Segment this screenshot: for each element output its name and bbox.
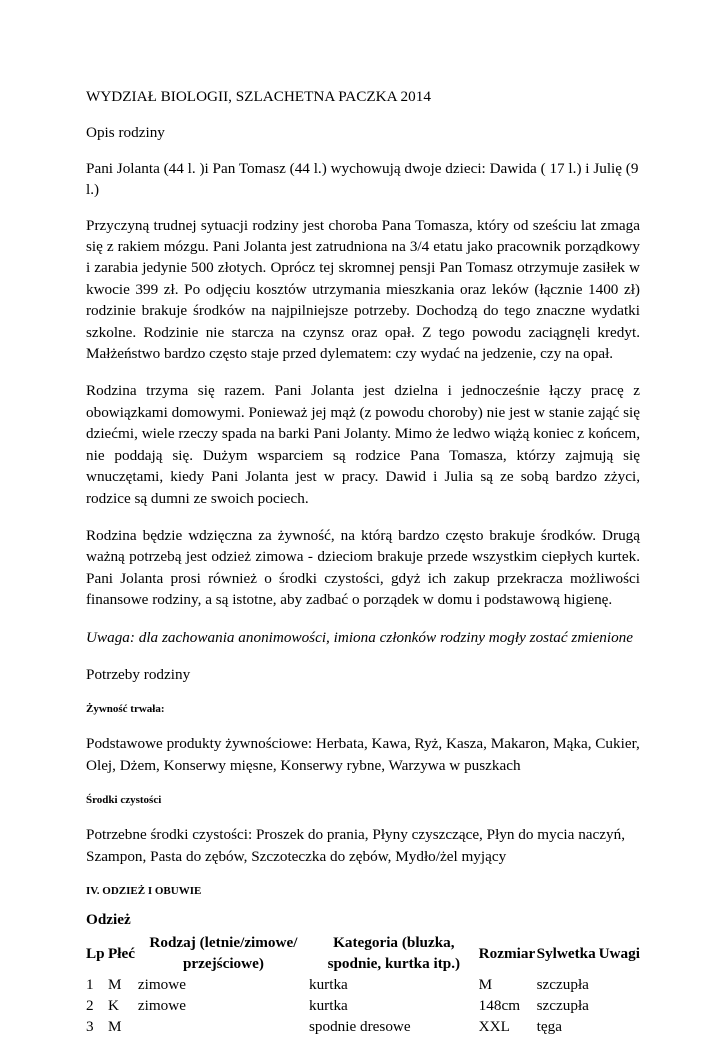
paragraph-situation: Przyczyną trudnej sytuacji rodziny jest choroba Pana Tomasza, który od sześciu lat zmaga się z rakiem mózgu. Pani Jolanta jest zatrudniona na 3/4 etatu jako pracownik porządkowy i zarabia jedynie 500 złotych. Oprócz tej skromnej pensji Pan Tomasz otrzymuje zasiłek w kwocie 399 zł. Po odjęciu kosztów utrzymania mieszkania oraz leków (łącznie 1400 zł) rodzinie brakuje środków na najpilniejsze potrzeby. Dochodzą do tego znaczne wydatki szkolne. Rodzinie nie starcza na czynsz oraz opał. Z tego powodu zaciągnęli kredyt. Małżeństwo bardzo często staje przed dylematem: czy wydać na jedzenie, czy na opał. <box>86 216 640 363</box>
cell-rodzaj: zimowe <box>137 997 186 1015</box>
paragraph-family: Rodzina trzyma się razem. Pani Jolanta jest dzielna i jednocześnie łączy pracę z obowiązkami domowymi. Ponieważ jej mąż (z powodu choroby) nie jest w stanie zająć się dziećmi, wiele rzeczy spada na barki Pani Jolanty. Mimo że ledwo wiążą koniec z końcem, nie poddają się. Dużym wsparciem są rodzice Pana Tomasza, którzy zajmują się wnuczętami, kiedy Pani Jolanta jest w pracy. Dawid i Julia są ze sobą bardzo zżyci, rodzice są dumni ze swoich pociech. <box>86 382 640 507</box>
cell-kategoria: kurtka <box>308 997 348 1015</box>
table-header-row <box>86 932 640 974</box>
paragraph-needs: Rodzina będzie wdzięczna za żywność, na którą bardzo często brakuje środków. Drugą ważną potrzebą jest odzież zimowa - dzieciom brakuje przede wszystkim ciepłych kurtek. Pani Jolanta prosi również o środki czystości, gdyż ich zakup przekracza możliwości finansowe rodziny, a są istotne, aby zadbać o porządek w domu i podstawową higienę. <box>86 526 640 609</box>
cell-rozmiar: XXL <box>478 1018 510 1036</box>
cell-kategoria: spodnie dresowe <box>308 1018 411 1036</box>
col-header-rodzaj: Rodzaj (letnie/zimowe/ przejściowe) <box>149 934 298 973</box>
cell-plec: K <box>107 997 119 1015</box>
cell-lp: 2 <box>86 997 94 1015</box>
heading-odziez-obuwie: IV. ODZIEŻ I OBUWIE <box>86 884 202 897</box>
cell-sylwetka: szczupła <box>536 997 589 1015</box>
section-heading-opis: Opis rodziny <box>86 124 165 142</box>
zywnosc-list: Podstawowe produkty żywnościowe: Herbata, Kawa, Ryż, Kasza, Makaron, Mąka, Cukier, Olej, Dżem, Konserwy mięsne, Konserwy rybne, Warzywa w puszkach <box>86 735 640 774</box>
col-header-plec: Płeć <box>107 944 135 962</box>
heading-srodki: Środki czystości <box>86 794 162 807</box>
cell-lp: 3 <box>86 1018 94 1036</box>
cell-uwagi <box>599 974 640 995</box>
clothing-table <box>86 932 640 1037</box>
document-title: WYDZIAŁ BIOLOGII, SZLACHETNA PACZKA 2014 <box>86 88 431 105</box>
cell-rodzaj: zimowe <box>137 976 186 994</box>
heading-odziez: Odzież <box>86 910 131 928</box>
cell-rozmiar: 148cm <box>478 997 521 1015</box>
cell-lp: 1 <box>86 976 94 994</box>
table-row <box>86 1016 640 1037</box>
cell-plec: M <box>107 1018 122 1036</box>
col-header-kategoria: Kategoria (bluzka, spodnie, kurtka itp.) <box>327 934 461 973</box>
cell-rozmiar: M <box>478 976 493 994</box>
cell-uwagi <box>599 1016 640 1037</box>
cell-plec: M <box>107 976 122 994</box>
intro-paragraph: Pani Jolanta (44 l. )i Pan Tomasz (44 l.) wychowują dwoje dzieci: Dawida ( 17 l.) i Julię (9 l.) <box>86 159 639 199</box>
table-row <box>86 974 640 995</box>
col-header-rozmiar: Rozmiar <box>478 944 536 962</box>
col-header-lp: Lp <box>86 944 105 962</box>
col-header-sylwetka: Sylwetka <box>536 944 596 962</box>
heading-zywnosc: Żywność trwała: <box>86 703 165 716</box>
table-row <box>86 995 640 1016</box>
cell-kategoria: kurtka <box>308 976 348 994</box>
cell-sylwetka: szczupła <box>536 976 589 994</box>
cell-rodzaj <box>138 1016 309 1037</box>
cell-sylwetka: tęga <box>536 1018 562 1036</box>
anonymity-note: Uwaga: dla zachowania anonimowości, imiona członków rodziny mogły zostać zmienione <box>86 628 634 646</box>
cell-uwagi <box>599 995 640 1016</box>
srodki-list: Potrzebne środki czystości: Proszek do prania, Płyny czyszczące, Płyn do mycia naczyń, Szampon, Pasta do zębów, Szczoteczka do zębów, Mydło/żel myjący <box>86 826 625 865</box>
section-heading-potrzeby: Potrzeby rodziny <box>86 665 191 683</box>
col-header-uwagi: Uwagi <box>598 944 640 962</box>
